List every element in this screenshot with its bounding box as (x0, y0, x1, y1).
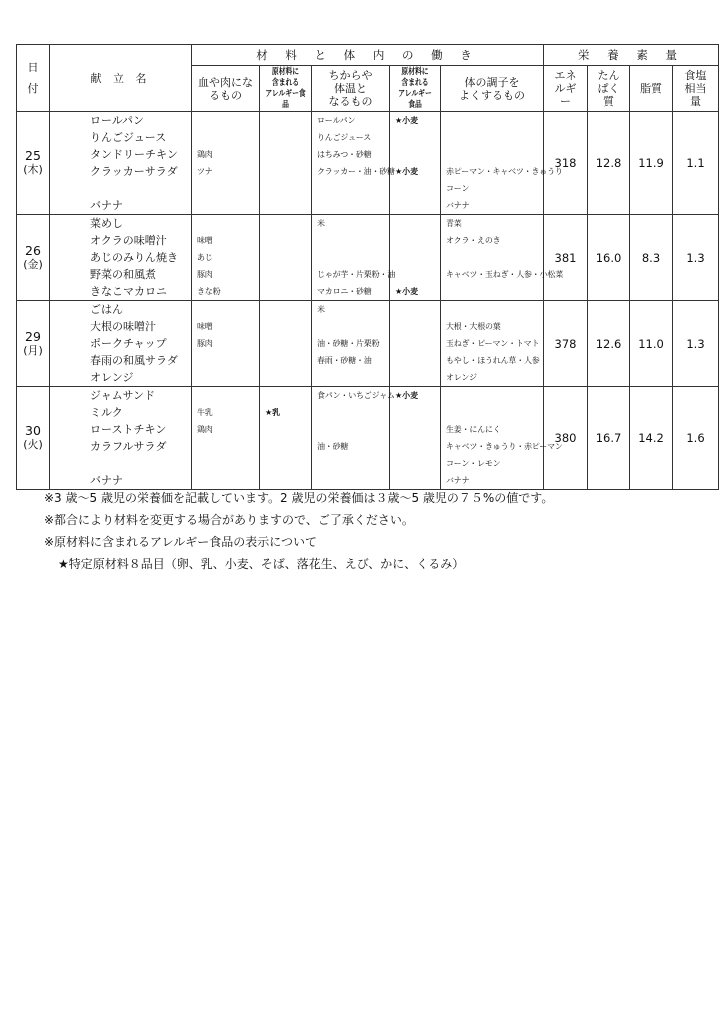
blood-meat-item: 鶏肉 (197, 425, 213, 434)
blood-meat-item (192, 369, 259, 386)
energy-item (312, 180, 389, 197)
allergy-item (390, 180, 440, 197)
allergy-item: ★小麦 (395, 167, 419, 176)
blood-meat-item-cell (192, 215, 260, 301)
allergy-item (390, 249, 440, 266)
energy-value: 318 (544, 112, 588, 215)
dish-name (50, 180, 191, 197)
blood-meat-item: 味噌 (197, 236, 213, 245)
header-protein: たん ぱく 質 (588, 66, 630, 112)
allergy-item (390, 266, 440, 283)
note-allergy-display: ※原材料に含まれるアレルギー食品の表示について (44, 535, 318, 549)
energy-item: 米 (317, 219, 325, 228)
energy-item: クラッカー・油・砂糖 (317, 167, 395, 176)
header-salt: 食塩 相当 量 (673, 66, 719, 112)
day-of-week: (金) (23, 257, 43, 271)
allergy-item (390, 301, 440, 318)
allergy-item (390, 421, 440, 438)
allergy-item (260, 421, 311, 438)
energy-value: 381 (544, 215, 588, 301)
blood-meat-item-cell (192, 301, 260, 387)
energy-item: じゃが芋・片栗粉・油 (317, 270, 395, 279)
energy-item (312, 249, 389, 266)
dish-name: オクラの味噌汁 (90, 234, 167, 247)
salt-value: 1.3 (673, 301, 719, 387)
allergy-item (390, 369, 440, 386)
header-energy-body: ちからや 体温と なるもの (312, 66, 390, 112)
allergy-item (390, 129, 440, 146)
header-materials-group: 材 料 と 体 内 の 働 き (192, 45, 544, 66)
dish-name-cell (50, 215, 192, 301)
day-date (17, 301, 50, 387)
protein-value: 16.0 (588, 215, 630, 301)
allergy-item-cell (390, 301, 441, 387)
note-specific-materials: ★特定原材料８品目（卵、乳、小麦、そば、落花生、えび、かに、くるみ） (58, 557, 465, 571)
energy-item: マカロニ・砂糖 (317, 287, 372, 296)
allergy-item (260, 335, 311, 352)
note-nutrition: ※3 歳～5 歳児の栄養価を記載しています。2 歳児の栄養価は３歳～5 歳児の７５%の値です。 (44, 491, 554, 505)
blood-meat-item: 鶏肉 (197, 150, 213, 159)
condition-item: オクラ・えのき (446, 236, 501, 245)
dish-name: ジャムサンド (90, 389, 156, 402)
protein-value: 16.7 (588, 387, 630, 490)
allergy-item (390, 318, 440, 335)
energy-item (312, 197, 389, 214)
allergy-item (260, 266, 311, 283)
allergy-item (260, 387, 311, 404)
condition-item: バナナ (446, 476, 470, 485)
dish-name (50, 455, 191, 472)
fat-value: 14.2 (630, 387, 673, 490)
condition-item (441, 146, 543, 163)
header-energy: エネ ルギ ー (544, 66, 588, 112)
energy-item: 食パン・いちごジャム (317, 391, 395, 400)
blood-meat-item (192, 387, 259, 404)
blood-meat-item (192, 197, 259, 214)
allergy-item (260, 197, 311, 214)
notes (44, 487, 553, 575)
allergy-item (390, 232, 440, 249)
allergy-item: ★小麦 (395, 287, 419, 296)
condition-item: キャベツ・玉ねぎ・人参・小松菜 (446, 270, 563, 279)
day-row (17, 387, 719, 490)
dish-name-cell (50, 301, 192, 387)
condition-item: 青菜 (446, 219, 462, 228)
blood-meat-item-cell (192, 387, 260, 490)
energy-value: 378 (544, 301, 588, 387)
allergy-item (260, 180, 311, 197)
energy-item: はちみつ・砂糖 (317, 150, 372, 159)
allergy-item (390, 352, 440, 369)
blood-meat-item: 味噌 (197, 322, 213, 331)
allergy-item-cell (260, 301, 312, 387)
energy-item: 油・砂糖 (317, 442, 349, 451)
day-row (17, 301, 719, 387)
energy-item (312, 369, 389, 386)
blood-meat-item (192, 352, 259, 369)
header-dish: 献 立 名 (50, 45, 192, 112)
dish-name: ロールパン (90, 114, 145, 127)
allergy-item (390, 438, 440, 455)
dish-name: クラッカーサラダ (90, 165, 178, 178)
allergy-item (260, 455, 311, 472)
fat-value: 11.9 (630, 112, 673, 215)
day-of-week: (火) (23, 438, 43, 451)
allergy-item (260, 163, 311, 180)
protein-value: 12.6 (588, 301, 630, 387)
dish-name: ミルク (90, 406, 123, 419)
allergy-item (260, 301, 311, 318)
header-allergy-2: 原材料に 含まれる アレルギー食品 (390, 66, 441, 112)
header-blood-meat: 血や肉にな るもの (192, 66, 260, 112)
day-date (17, 215, 50, 301)
allergy-item (260, 215, 311, 232)
condition-item: 大根・大根の葉 (446, 322, 501, 331)
allergy-item (260, 129, 311, 146)
date-number: 25 (25, 148, 41, 163)
dish-name: バナナ (90, 199, 123, 212)
blood-meat-item (192, 455, 259, 472)
dish-name: タンドリーチキン (90, 148, 178, 161)
condition-item: 生姜・にんにく (446, 425, 501, 434)
dish-name: 菜めし (90, 217, 123, 230)
dish-name: 野菜の和風煮 (90, 268, 156, 281)
condition-item-cell (441, 215, 563, 301)
blood-meat-item: 豚肉 (197, 270, 213, 279)
condition-item (441, 112, 543, 129)
energy-item: 米 (317, 305, 325, 314)
blood-meat-item: きな粉 (197, 287, 221, 296)
blood-meat-item: ツナ (197, 167, 213, 176)
dish-name: きなこマカロニ (90, 285, 167, 298)
day-row (17, 215, 719, 301)
blood-meat-item (192, 215, 259, 232)
header-nutrition-group: 栄 養 素 量 (544, 45, 719, 66)
energy-item-cell (312, 112, 395, 215)
allergy-item (390, 455, 440, 472)
menu-page (16, 44, 718, 571)
menu-table (16, 44, 719, 490)
dish-name: りんごジュース (90, 131, 167, 144)
allergy-item-cell (260, 387, 312, 490)
dish-name: カラフルサラダ (90, 440, 167, 453)
day-row (17, 112, 719, 215)
blood-meat-item: 豚肉 (197, 339, 213, 348)
allergy-item (260, 146, 311, 163)
dish-name: バナナ (90, 474, 123, 487)
energy-item: りんごジュース (317, 133, 372, 142)
blood-meat-item: 牛乳 (197, 408, 213, 417)
blood-meat-item (192, 129, 259, 146)
salt-value: 1.3 (673, 215, 719, 301)
date-number: 30 (25, 423, 41, 438)
header-date: 日 付 (17, 45, 50, 112)
energy-item (312, 318, 389, 335)
energy-item: 油・砂糖・片栗粉 (317, 339, 380, 348)
energy-value: 380 (544, 387, 588, 490)
fat-value: 11.0 (630, 301, 673, 387)
condition-item (441, 387, 543, 404)
salt-value: 1.6 (673, 387, 719, 490)
allergy-item-cell (260, 215, 312, 301)
allergy-item: ★乳 (265, 408, 281, 417)
allergy-item-cell (260, 112, 312, 215)
dish-name: 春雨の和風サラダ (90, 354, 178, 367)
header-allergy-1: 原材料に 含まれる アレルギー食品 (260, 66, 312, 112)
condition-item: バナナ (446, 201, 470, 210)
dish-name-cell (50, 387, 192, 490)
day-of-week: (月) (23, 343, 43, 357)
allergy-item (390, 146, 440, 163)
allergy-item (390, 197, 440, 214)
allergy-item: ★小麦 (395, 116, 419, 125)
blood-meat-item (192, 301, 259, 318)
fat-value: 8.3 (630, 215, 673, 301)
blood-meat-item (192, 438, 259, 455)
condition-item: オレンジ (446, 373, 477, 382)
allergy-item (260, 283, 311, 300)
condition-item: コーン・レモン (446, 459, 501, 468)
condition-item (441, 249, 543, 266)
blood-meat-item (192, 112, 259, 129)
allergy-item (260, 352, 311, 369)
allergy-item (260, 318, 311, 335)
dish-name-cell (50, 112, 192, 215)
blood-meat-item: あじ (197, 253, 213, 262)
protein-value: 12.8 (588, 112, 630, 215)
condition-item (441, 129, 543, 146)
header-fat: 脂質 (630, 66, 673, 112)
energy-item-cell (312, 387, 395, 490)
allergy-item (260, 249, 311, 266)
allergy-item-cell (390, 387, 441, 490)
energy-item (312, 404, 389, 421)
condition-item (441, 301, 543, 318)
dish-name: あじのみりん焼き (90, 251, 178, 264)
energy-item-cell (312, 301, 390, 387)
dish-name: ごはん (90, 303, 123, 316)
allergy-item (390, 215, 440, 232)
allergy-item: ★小麦 (395, 391, 419, 400)
allergy-item (390, 404, 440, 421)
condition-item (441, 404, 543, 421)
condition-item: 赤ピーマン・キャベツ・きゅうり (446, 167, 563, 176)
day-date (17, 387, 50, 490)
condition-item: コーン (446, 184, 470, 193)
allergy-item (260, 369, 311, 386)
salt-value: 1.1 (673, 112, 719, 215)
note-material-change: ※都合により材料を変更する場合がありますので、ご了承ください。 (44, 513, 414, 527)
allergy-item (260, 232, 311, 249)
energy-item (312, 232, 389, 249)
blood-meat-item-cell (192, 112, 260, 215)
condition-item: 玉ねぎ・ピーマン・トマト (446, 339, 540, 348)
condition-item: もやし・ほうれん草・人参 (446, 356, 540, 365)
energy-item (312, 455, 389, 472)
date-number: 29 (25, 328, 41, 344)
condition-item-cell (441, 112, 563, 215)
energy-item (312, 421, 389, 438)
energy-item: 春雨・砂糖・油 (317, 356, 372, 365)
allergy-item-cell (390, 215, 441, 301)
allergy-item-cell (390, 112, 441, 215)
allergy-item (260, 438, 311, 455)
allergy-item (390, 335, 440, 352)
blood-meat-item (192, 180, 259, 197)
energy-item: ロールパン (317, 116, 356, 125)
dish-name: ポークチャップ (90, 337, 167, 350)
condition-item (441, 283, 543, 300)
allergy-item (260, 112, 311, 129)
dish-name: ローストチキン (90, 423, 167, 436)
condition-item-cell (441, 301, 544, 387)
day-of-week: (木) (23, 163, 43, 176)
header-conditions: 体の調子を よくするもの (441, 66, 544, 112)
energy-item-cell (312, 215, 395, 301)
condition-item: キャベツ・きゅうり・赤ピーマン (446, 442, 563, 451)
dish-name: オレンジ (90, 371, 134, 384)
date-number: 26 (25, 242, 41, 258)
dish-name: 大根の味噌汁 (90, 320, 156, 333)
condition-item-cell (441, 387, 563, 490)
day-date (17, 112, 50, 215)
